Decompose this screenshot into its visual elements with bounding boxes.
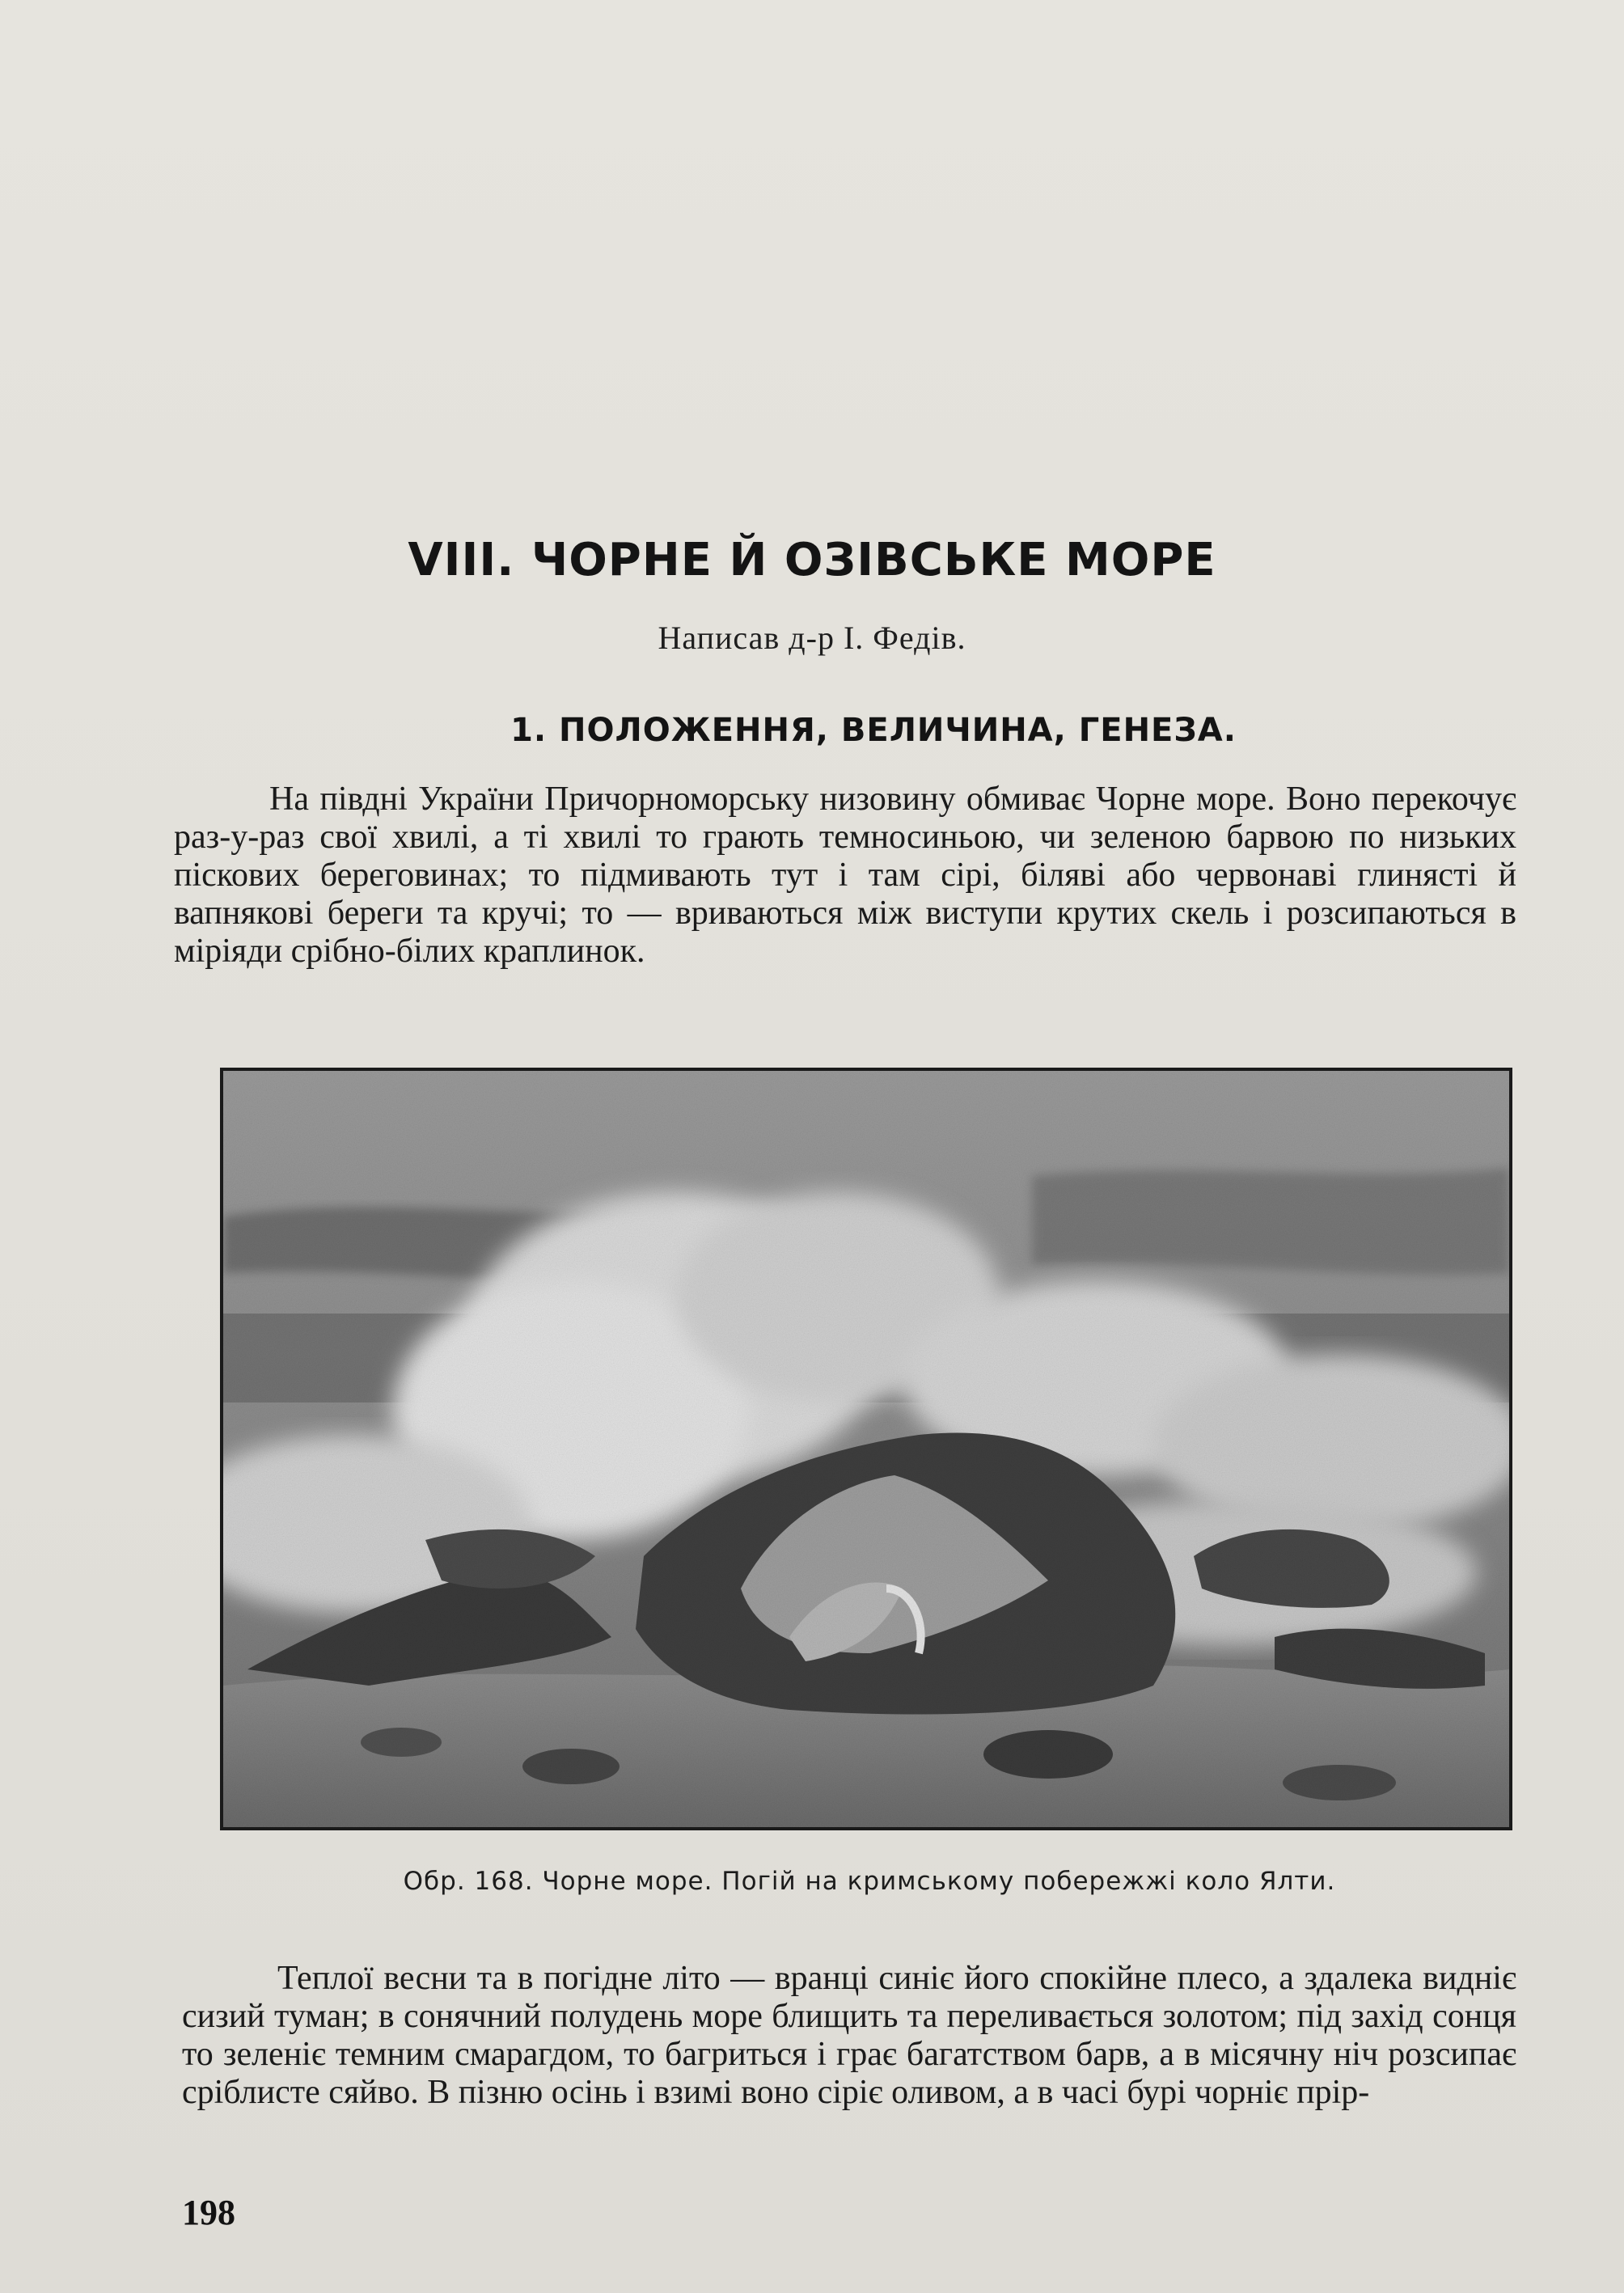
body-paragraph-2: Теплої весни та в погідне літо — вранці синіє його спокійне плесо, а здалека видніє сизий туман; в сонячний полудень море блищить та переливається золотом; під захід сонця то зеленіє темним смарагдом, то багриться і грає багатством барв, а в місячну ніч розсипає сріблисте сяйво. В пізню осінь і взимі воно сіріє оливом, а в часі бурі чорніє прір- [182, 1960, 1516, 2111]
chapter-author: Написав д-р І. Федів. [658, 620, 966, 656]
figure-caption: Обр. 168. Чорне море. Погій на кримському побережжі коло Ялти. [403, 1867, 1336, 1896]
sea-photograph-image [223, 1071, 1509, 1827]
section-title: 1. ПОЛОЖЕННЯ, ВЕЛИЧИНА, ГЕНЕЗА. [510, 712, 1237, 749]
chapter-title: VIII. ЧОРНЕ Й ОЗІВСЬКЕ МОРЕ [408, 534, 1216, 586]
page-number: 198 [182, 2193, 235, 2232]
sea-photograph [220, 1068, 1512, 1830]
body-paragraph-1: На півдні України Причорноморську низовину обмиває Чорне море. Воно перекочує раз-у-раз свої хвилі, а ті хвилі то грають темносиньою, чи зеленою барвою по низьких піскових береговинах; то підмивають тут і там сірі, біляві або червонаві глинясті й вапнякові береги та кручі; то — вриваються між виступи крутих скель і розсипаються в міріяди срібно-білих краплинок. [174, 781, 1516, 970]
